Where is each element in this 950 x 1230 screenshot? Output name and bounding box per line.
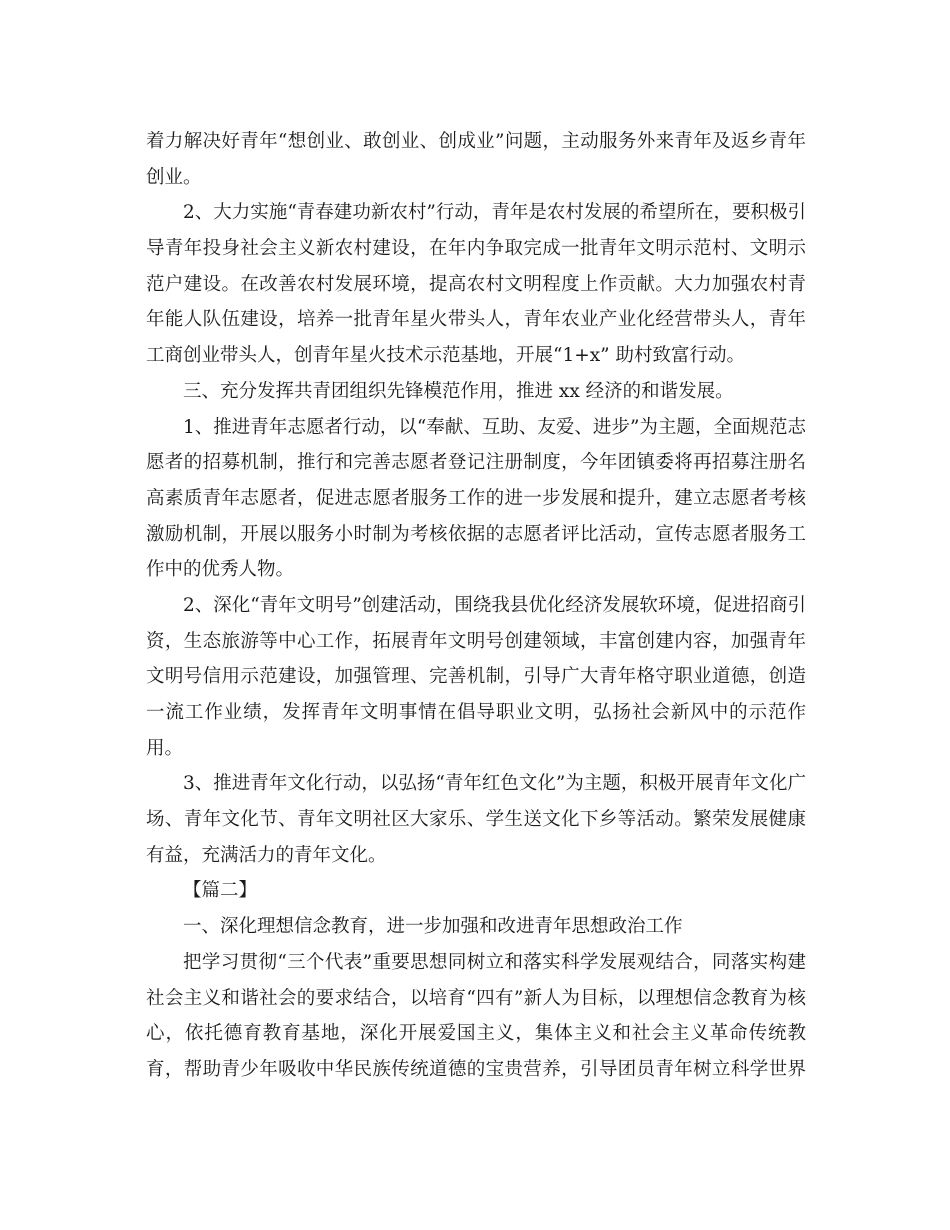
text-line-25: 社会主义和谐社会的要求结合，以培育“四有”新人为目标，以理想信念教育为核 [146, 987, 806, 1009]
text-line-15: 资，生态旅游等中心工作，拓展青年文明号创建领域，丰富创建内容，加强青年 [146, 630, 806, 652]
text-line-10: 愿者的招募机制，推行和完善志愿者登记注册制度，今年团镇委将再招募注册名 [146, 452, 806, 474]
text-line-7: 工商创业带头人，创青年星火技术示范基地，开展“1+x” 助村致富行动。 [146, 345, 746, 367]
text-line-13: 作中的优秀人物。 [146, 559, 295, 581]
text-line-26: 心，依托德育教育基地，深化开展爱国主义，集体主义和社会主义革命传统教 [146, 1023, 806, 1045]
text-line-11: 高素质青年志愿者，促进志愿者服务工作的进一步发展和提升，建立志愿者考核 [146, 487, 806, 509]
text-line-16: 文明号信用示范建设，加强管理、完善机制，引导广大青年格守职业道德，创造 [146, 666, 806, 688]
text-line-4: 导青年投身社会主义新农村建设，在年内争取完成一批青年文明示范村、文明示 [146, 238, 806, 260]
section-heading-one: 一、深化理想信念教育，进一步加强和改进青年思想政治工作 [183, 916, 683, 938]
text-line-27: 育，帮助青少年吸收中华民族传统道德的宝贵营养，引导团员青年树立科学世界 [146, 1058, 806, 1080]
text-line-1: 着力解决好青年“想创业、敢创业、创成业”问题，主动服务外来青年及返乡青年 [146, 131, 806, 152]
section-marker-part-two: 【篇二】 [183, 880, 258, 902]
text-line-24: 把学习贯彻“三个代表”重要思想同树立和落实科学发展观结合，同落实构建 [183, 951, 806, 973]
document-body [146, 124, 806, 1088]
text-line-5: 范户建设。在改善农村发展环境，提高农村文明程度上作贡献。大力加强农村青 [146, 273, 806, 295]
section-heading-three: 三、充分发挥共青团组织先锋模范作用，推进 xx 经济的和谐发展。 [183, 380, 734, 402]
text-line-21: 有益，充满活力的青年文化。 [146, 844, 387, 866]
text-line-19: 3、推进青年文化行动，以弘扬“青年红色文化”为主题，积极开展青年文化广 [183, 773, 806, 795]
text-line-18: 用。 [146, 737, 184, 759]
text-line-9: 1、推进青年志愿者行动，以“奉献、互助、友爱、进步”为主题，全面规范志 [183, 416, 806, 438]
text-line-2: 创业。 [146, 166, 202, 188]
text-line-12: 激励机制，开展以服务小时制为考核依据的志愿者评比活动，宣传志愿者服务工 [146, 523, 806, 545]
text-line-6: 年能人队伍建设，培养一批青年星火带头人，青年农业产业化经营带头人，青年 [146, 309, 806, 331]
text-line-14: 2、深化“青年文明号”创建活动，围绕我县优化经济发展软环境，促进招商引 [183, 594, 806, 616]
text-line-20: 场、青年文化节、青年文明社区大家乐、学生送文化下乡等活动。繁荣发展健康 [146, 809, 806, 831]
text-line-17: 一流工作业绩，发挥青年文明事情在倡导职业文明，弘扬社会新风中的示范作 [146, 702, 806, 723]
text-line-3: 2、大力实施“青春建功新农村”行动，青年是农村发展的希望所在，要积极引 [183, 202, 806, 224]
